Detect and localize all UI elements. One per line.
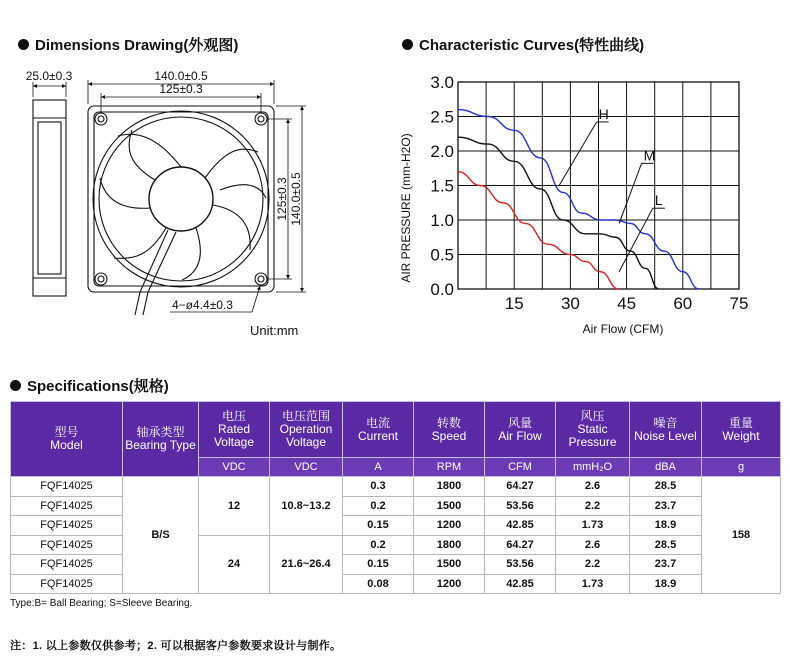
x-tick-label: 45	[617, 294, 637, 313]
bearing-type-note: Type:B= Ball Bearing; S=Sleeve Bearing.	[10, 598, 193, 609]
inner-height-label: 125±0.3	[275, 177, 289, 221]
header-bearing-type: 轴承类型 Bearing Type	[123, 402, 199, 477]
header-operation-voltage: 电压范围 Operation Voltage	[270, 402, 343, 458]
pressure-cell: 2.6	[556, 477, 630, 497]
rated-voltage-cell: 24	[199, 535, 270, 594]
pressure-cell: 1.73	[556, 516, 630, 536]
model-cell: FQF14025	[11, 477, 123, 497]
fan-dimension-drawing	[0, 60, 330, 335]
x-tick-label: 60	[673, 294, 693, 313]
header-weight: 重量 Weight	[702, 402, 781, 458]
bearing-cell: B/S	[123, 477, 199, 594]
model-cell: FQF14025	[11, 496, 123, 516]
speed-cell: 1500	[414, 555, 485, 575]
series-line-m	[458, 137, 659, 289]
dimensions-title-text: Dimensions Drawing(外观图)	[35, 37, 239, 54]
pressure-cell: 2.2	[556, 496, 630, 516]
current-cell: 0.2	[343, 535, 414, 555]
model-cell: FQF14025	[11, 555, 123, 575]
x-tick-label: 30	[560, 294, 580, 313]
current-cell: 0.08	[343, 574, 414, 594]
airflow-cell: 42.85	[485, 574, 556, 594]
pressure-cell: 1.73	[556, 574, 630, 594]
specs-title-text: Specifications(规格)	[27, 378, 169, 395]
current-cell: 0.15	[343, 516, 414, 536]
model-cell: FQF14025	[11, 535, 123, 555]
unit-cell: CFM	[485, 458, 556, 477]
speed-cell: 1500	[414, 496, 485, 516]
unit-cell: dBA	[630, 458, 702, 477]
series-line-h	[458, 110, 699, 289]
header-speed: 转数 Speed	[414, 402, 485, 458]
unit-cell: RPM	[414, 458, 485, 477]
bullet-icon	[10, 380, 21, 391]
bullet-icon	[18, 39, 29, 50]
header-air-flow: 风量 Air Flow	[485, 402, 556, 458]
fan-side-view	[33, 82, 66, 296]
series-label-h: H	[598, 105, 609, 122]
unit-cell: VDC	[270, 458, 343, 477]
fan-blades	[100, 130, 266, 280]
dimensions-section-title	[18, 34, 238, 55]
airflow-cell: 64.27	[485, 535, 556, 555]
y-axis-label: AIR PRESSURE (mm-H2O)	[399, 133, 413, 283]
hole-dimension-label: 4−ø4.4±0.3	[172, 298, 233, 312]
series-leader-line	[559, 122, 596, 186]
unit-label: Unit:mm	[250, 323, 299, 338]
bullet-icon	[402, 39, 413, 50]
noise-cell: 23.7	[630, 555, 702, 575]
table-row	[11, 477, 781, 497]
speed-cell: 1200	[414, 516, 485, 536]
noise-cell: 18.9	[630, 516, 702, 536]
voltage-range-cell: 21.6~26.4	[270, 535, 343, 594]
weight-cell: 158	[702, 477, 781, 594]
voltage-range-cell: 10.8~13.2	[270, 477, 343, 536]
outer-height-label: 140.0±0.5	[289, 172, 303, 226]
current-cell: 0.3	[343, 477, 414, 497]
series-label-l: L	[654, 192, 663, 209]
y-tick-label: 1.5	[430, 176, 454, 196]
airflow-cell: 42.85	[485, 516, 556, 536]
curves-section-title	[402, 34, 644, 55]
series-leader-line	[619, 208, 653, 272]
y-tick-label: 1.0	[430, 211, 454, 230]
header-rated-voltage: 电压 Rated Voltage	[199, 402, 270, 458]
current-cell: 0.2	[343, 496, 414, 516]
x-axis-label: Air Flow (CFM)	[582, 322, 664, 336]
airflow-cell: 64.27	[485, 477, 556, 497]
speed-cell: 1800	[414, 535, 485, 555]
header-static-pressure: 风压 Static Pressure	[556, 402, 630, 458]
outer-width-label: 140.0±0.5	[154, 69, 208, 83]
specifications-table	[10, 401, 781, 594]
unit-cell: VDC	[199, 458, 270, 477]
footer-note: 注：1. 以上参数仅供参考；2. 可以根据客户参数要求设计与制作。	[10, 640, 342, 652]
y-tick-label: 2.0	[430, 142, 454, 161]
noise-cell: 23.7	[630, 496, 702, 516]
fan-front-view	[88, 80, 306, 315]
series-leader-line	[619, 163, 641, 223]
noise-cell: 18.9	[630, 574, 702, 594]
header-current: 电流 Current	[343, 402, 414, 458]
y-tick-label: 0.5	[430, 245, 454, 265]
unit-cell: g	[702, 458, 781, 477]
noise-cell: 28.5	[630, 535, 702, 555]
rated-voltage-cell: 12	[199, 477, 270, 536]
airflow-cell: 53.56	[485, 555, 556, 575]
pressure-cell: 2.6	[556, 535, 630, 555]
speed-cell: 1200	[414, 574, 485, 594]
depth-dimension-label: 25.0±0.3	[25, 69, 73, 83]
unit-cell: A	[343, 458, 414, 477]
x-tick-label: 15	[504, 294, 524, 313]
airflow-cell: 53.56	[485, 496, 556, 516]
current-cell: 0.15	[343, 555, 414, 575]
inner-width-label: 125±0.3	[159, 82, 203, 96]
y-tick-label: 3.0	[430, 73, 454, 92]
y-tick-label: 2.5	[430, 107, 454, 127]
specs-section-title	[10, 375, 169, 396]
model-cell: FQF14025	[11, 574, 123, 594]
header-model: 型号 Model	[11, 402, 123, 477]
noise-cell: 28.5	[630, 477, 702, 497]
model-cell: FQF14025	[11, 516, 123, 536]
header-row	[11, 402, 781, 458]
speed-cell: 1800	[414, 477, 485, 497]
curves-title-text: Characteristic Curves(特性曲线)	[419, 37, 645, 54]
pressure-cell: 2.2	[556, 555, 630, 575]
x-tick-label: 75	[729, 294, 749, 313]
header-noise-level: 噪音 Noise Level	[630, 402, 702, 458]
unit-cell: mmH₂O	[556, 458, 630, 477]
characteristic-curve-chart	[396, 66, 776, 346]
series-label-m: M	[643, 147, 656, 164]
y-tick-label: 0.0	[430, 280, 454, 299]
